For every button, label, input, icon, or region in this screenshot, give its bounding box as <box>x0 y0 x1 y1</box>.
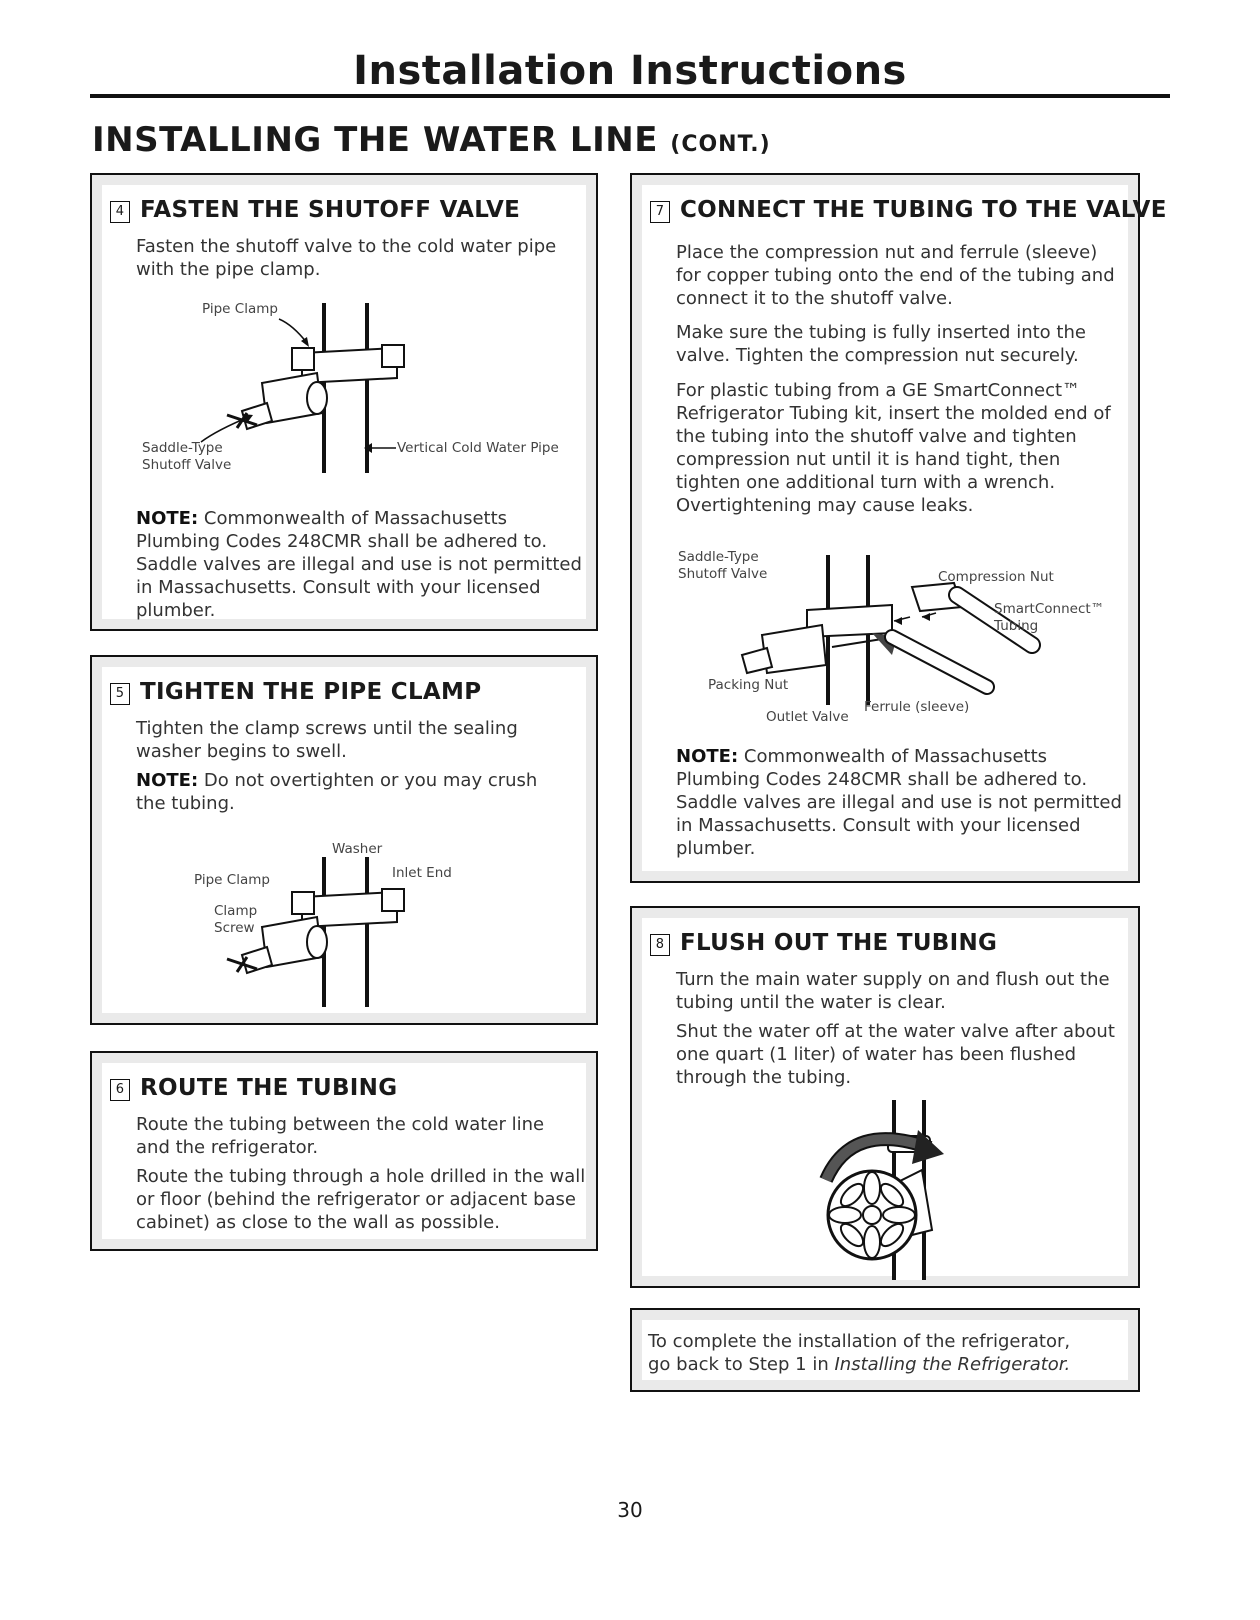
label-inlet-end: Inlet End <box>392 865 452 881</box>
vertical-pipe-arrow <box>362 442 398 454</box>
label-saddle-line2: Shutoff Valve <box>142 457 232 473</box>
step-7-heading <box>650 197 1167 223</box>
water-valve-handle-illustration <box>812 1100 992 1280</box>
step-6-text-2: Route the tubing through a hole drilled in the wall or floor (behind the refrigerator or adjacent base cabinet) as close to the wall as possible. <box>136 1166 586 1233</box>
label-outlet-valve: Outlet Valve <box>766 709 849 725</box>
step-7-text-3: For plastic tubing from a GE SmartConnect™ Refrigerator Tubing kit, insert the molded end of the tubing into the shutoff valve and tighten compression nut until it is hand tight, then tighten one additional turn with a wrench. Overtightening may cause leaks. <box>676 380 1111 516</box>
step-6-panel <box>90 1051 598 1251</box>
label-clamp <box>214 903 257 937</box>
label-saddle-type-7 <box>678 549 767 583</box>
label-smartconnect-line2: Tubing <box>994 618 1039 634</box>
step-8-panel <box>630 906 1140 1288</box>
step-5-note <box>136 769 556 815</box>
step-4-panel <box>90 173 598 631</box>
label-washer: Washer <box>332 841 383 857</box>
page-header: Installation Instructions <box>353 48 907 94</box>
label-pipe-clamp-5: Pipe Clamp <box>194 872 270 888</box>
step-5-title: TIGHTEN THE PIPE CLAMP <box>140 679 482 705</box>
step-7-note-text: Commonwealth of Massachusetts Plumbing Codes 248CMR shall be adhered to. Saddle valves are illegal and use is not permitted in Massachusetts. Consult with your licensed plumber. <box>676 746 1122 859</box>
saddle-arrow <box>197 410 257 446</box>
step-8-number: 8 <box>650 934 670 956</box>
label-saddle-7-line2: Shutoff Valve <box>678 566 768 582</box>
step-5-number: 5 <box>110 683 130 705</box>
step-4-number: 4 <box>110 201 130 223</box>
step-5-panel <box>90 655 598 1025</box>
step-5-content <box>102 667 586 1013</box>
step-7-note <box>676 745 1126 860</box>
step-8-text-1: Turn the main water supply on and flush out the tubing until the water is clear. <box>676 969 1110 1013</box>
label-smartconnect <box>994 601 1104 635</box>
step-6-title: ROUTE THE TUBING <box>140 1075 398 1101</box>
closing-content <box>642 1320 1128 1380</box>
step-4-note <box>136 507 586 622</box>
step-7-text-2: Make sure the tubing is fully inserted into the valve. Tighten the compression nut securely. <box>676 322 1086 366</box>
step-7-content <box>642 185 1167 871</box>
step-6-heading <box>110 1075 397 1101</box>
header-rule <box>90 94 1170 98</box>
step-7-note-label: NOTE: <box>676 746 739 767</box>
step-4-content <box>102 185 586 619</box>
step-6-number: 6 <box>110 1079 130 1101</box>
step-5-note-text: Do not overtighten or you may crush the tubing. <box>136 770 538 814</box>
step-8-content <box>642 918 1128 1276</box>
step-5-note-label: NOTE: <box>136 770 199 791</box>
step-7-title: CONNECT THE TUBING TO THE VALVE <box>680 197 1167 223</box>
label-saddle-7-line1: Saddle-Type <box>678 549 759 565</box>
step-7-number: 7 <box>650 201 670 223</box>
step-4-note-text: Commonwealth of Massachusetts Plumbing Codes 248CMR shall be adhered to. Saddle valves are illegal and use is not permitted in Massachusetts. Consult with your licensed plumber. <box>136 508 582 621</box>
step-5-heading <box>110 679 481 705</box>
step-7-text-1: Place the compression nut and ferrule (sleeve) for copper tubing onto the end of the tubing and connect it to the shutoff valve. <box>676 242 1115 309</box>
step-5-text: Tighten the clamp screws until the sealing washer begins to swell. <box>136 718 518 762</box>
closing-panel <box>630 1308 1140 1392</box>
step-4-text: Fasten the shutoff valve to the cold water pipe with the pipe clamp. <box>136 236 557 280</box>
closing-text-italic: Installing the Refrigerator. <box>834 1354 1071 1375</box>
label-clamp-line1: Clamp <box>214 903 258 919</box>
step-4-note-label: NOTE: <box>136 508 199 529</box>
step-7-panel <box>630 173 1167 883</box>
section-title-main: INSTALLING THE WATER LINE <box>92 120 658 160</box>
step-8-title: FLUSH OUT THE TUBING <box>680 930 998 956</box>
label-vertical-pipe: Vertical Cold Water Pipe <box>397 440 559 456</box>
section-title <box>92 120 771 160</box>
closing-text <box>648 1330 1088 1376</box>
step-6-text-1: Route the tubing between the cold water line and the refrigerator. <box>136 1114 545 1158</box>
label-packing-nut: Packing Nut <box>708 677 789 693</box>
label-pipe-clamp: Pipe Clamp <box>202 301 278 317</box>
step-4-heading <box>110 197 520 223</box>
step-8-text-2: Shut the water off at the water valve after about one quart (1 liter) of water has been flushed through the tubing. <box>676 1021 1115 1088</box>
step-8-heading <box>650 930 997 956</box>
closing-text-main: To complete the installation of the refrigerator, go back to Step 1 in <box>648 1331 1071 1375</box>
page-number: 30 <box>617 1498 643 1522</box>
label-compression-nut: Compression Nut <box>938 569 1054 585</box>
step-6-content <box>102 1063 586 1239</box>
label-smartconnect-line1: SmartConnect™ <box>994 601 1105 617</box>
step-4-title: FASTEN THE SHUTOFF VALVE <box>140 197 521 223</box>
pipe-clamp-arrow <box>277 317 317 349</box>
section-title-cont: (CONT.) <box>670 132 771 157</box>
label-ferrule: Ferrule (sleeve) <box>864 699 970 715</box>
label-saddle-line1: Saddle-Type <box>142 440 223 456</box>
label-clamp-line2: Screw <box>214 920 255 936</box>
